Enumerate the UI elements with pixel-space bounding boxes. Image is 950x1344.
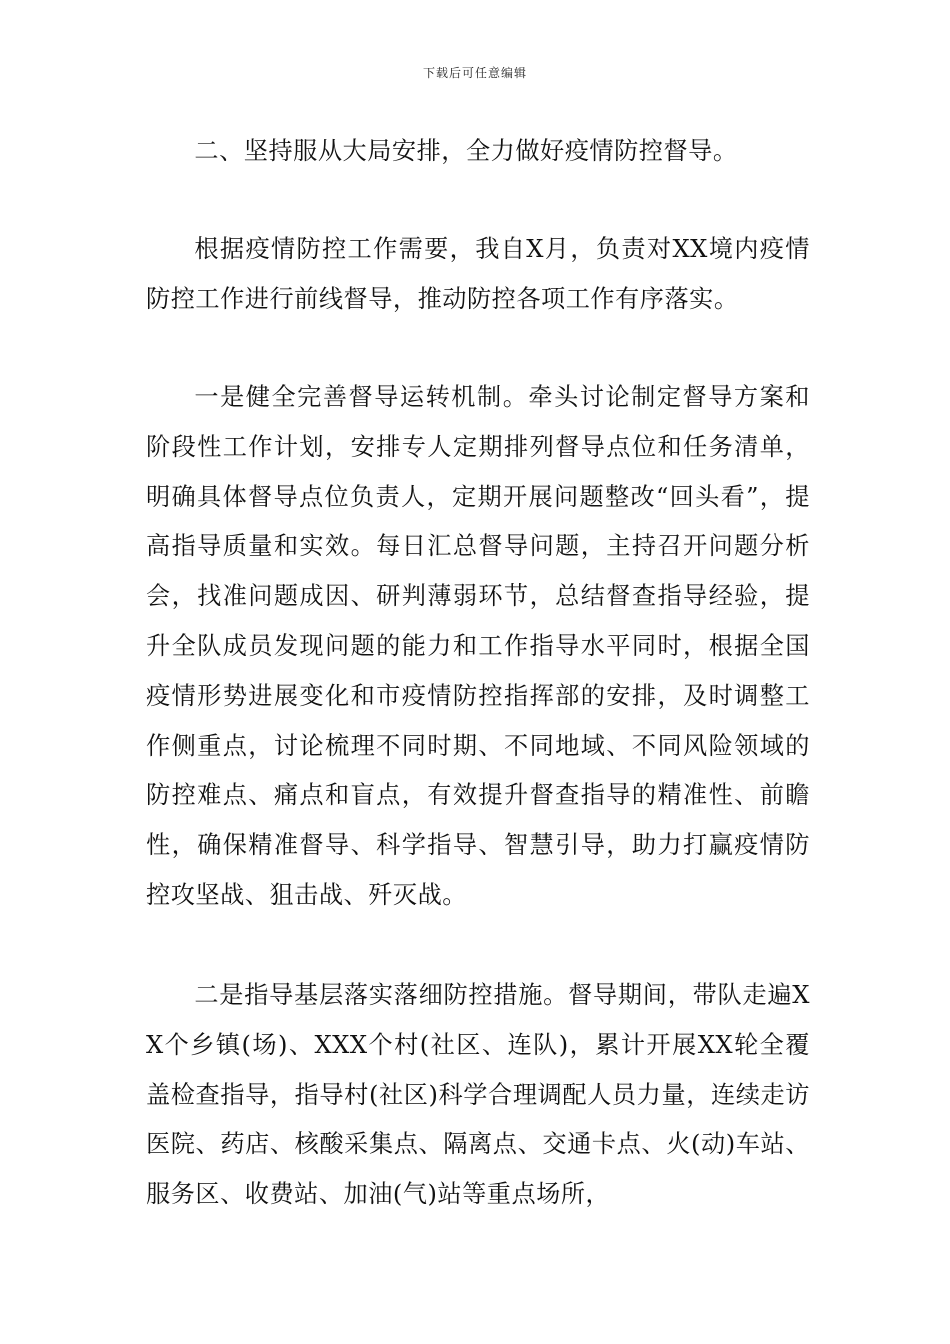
paragraph-measures: 二是指导基层落实落细防控措施。督导期间，带队走遍XX个乡镇(场)、XXX个村(社区、连队)，累计开展XX轮全覆盖检查指导，指导村(社区)科学合理调配人员力量，连续走访医院、药店、核酸采集点、隔离点、交通卡点、火(动)车站、服务区、收费站、加油(气)站等重点场所，	[146, 981, 810, 1209]
paragraph-mechanism: 一是健全完善督导运转机制。牵头讨论制定督导方案和阶段性工作计划，安排专人定期排列督导点位和任务清单，明确具体督导点位负责人，定期开展问题整改“回头看”，提高指导质量和实效。每日汇总督导问题，主持召开问题分析会，找准问题成因、研判薄弱环节，总结督查指导经验，提升全队成员发现问题的能力和工作指导水平同时，根据全国疫情形势进展变化和市疫情防控指挥部的安排，及时调整工作侧重点，讨论梳理不同时期、不同地域、不同风险领域的防控难点、痛点和盲点，有效提升督查指导的精准性、前瞻性，确保精准督导、科学指导、智慧引导，助力打赢疫情防控攻坚战、狙击战、歼灭战。	[146, 383, 810, 909]
page-header: 下载后可任意编辑	[422, 66, 527, 80]
paragraph-intro: 根据疫情防控工作需要，我自X月，负责对XX境内疫情防控工作进行前线督导，推动防控各项工作有序落实。	[146, 235, 810, 313]
section-heading: 二、坚持服从大局安排，全力做好疫情防控督导。	[194, 137, 738, 165]
